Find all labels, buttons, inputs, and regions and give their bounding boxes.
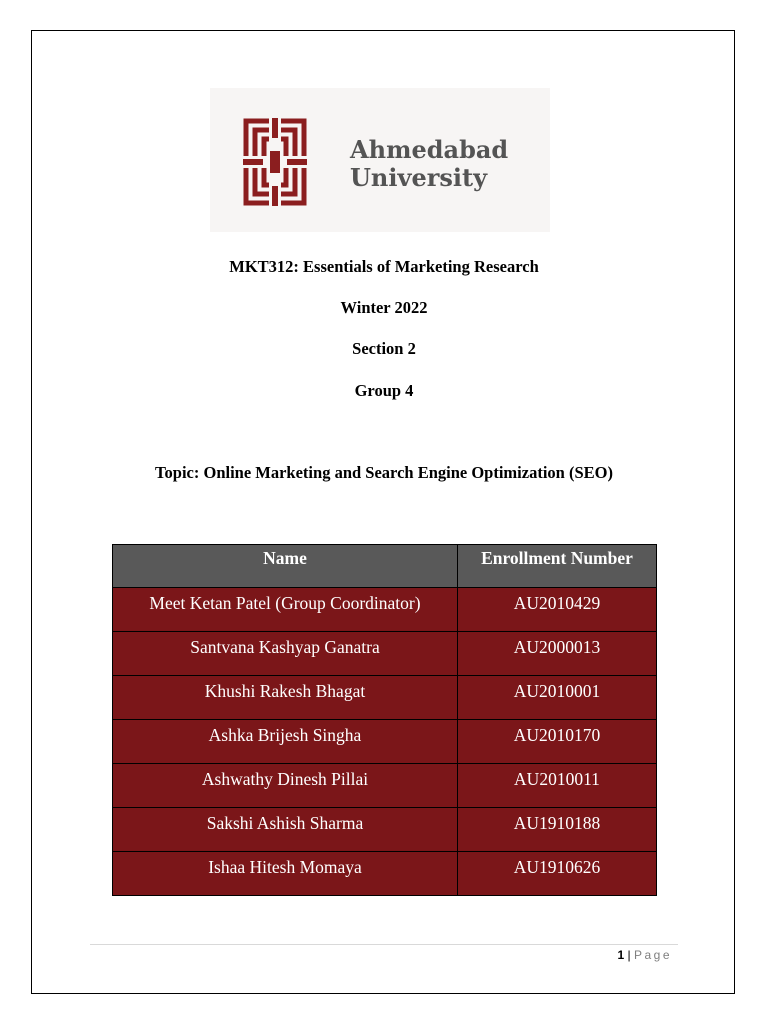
table-row: [113, 720, 657, 764]
table-row: [113, 588, 657, 632]
member-enrollment: AU2010170: [458, 720, 657, 764]
member-name: Meet Ketan Patel (Group Coordinator): [113, 588, 458, 632]
member-enrollment: AU2000013: [458, 632, 657, 676]
university-name: [350, 136, 508, 192]
group-label: Group 4: [354, 381, 414, 400]
course-title: MKT312: Essentials of Marketing Research: [229, 257, 539, 276]
member-name: Ashwathy Dinesh Pillai: [113, 764, 458, 808]
table-row: [113, 676, 657, 720]
logo-line1: Ahmedabad: [350, 135, 509, 164]
table-row: [113, 808, 657, 852]
logo-line2: University: [350, 163, 488, 192]
page-separator: |: [627, 948, 631, 962]
term-label: Winter 2022: [340, 298, 428, 317]
member-name: Ishaa Hitesh Momaya: [113, 852, 458, 896]
member-name: Santvana Kashyap Ganatra: [113, 632, 458, 676]
member-enrollment: AU2010011: [458, 764, 657, 808]
topic-text: Online Marketing and Search Engine Optimization (SEO): [203, 463, 613, 482]
member-name: Khushi Rakesh Bhagat: [113, 676, 458, 720]
table-row: [113, 632, 657, 676]
name-column-header: Name: [113, 545, 458, 588]
table-row: [113, 852, 657, 896]
university-logo: [210, 88, 550, 232]
table-row: [113, 764, 657, 808]
table-header-row: [113, 545, 657, 588]
page-label: Page: [633, 948, 672, 962]
page-footer: [617, 948, 672, 962]
member-enrollment: AU1910626: [458, 852, 657, 896]
member-name: Sakshi Ashish Sharma: [113, 808, 458, 852]
topic-line: [0, 463, 768, 483]
ahmedabad-university-maze-logo-icon: [243, 118, 307, 206]
member-enrollment: AU1910188: [458, 808, 657, 852]
page-number: 1: [617, 948, 625, 962]
section-label: Section 2: [352, 339, 416, 358]
topic-label: Topic:: [155, 463, 200, 482]
members-table: [112, 544, 657, 896]
enrollment-column-header: Enrollment Number: [458, 545, 657, 588]
footer-divider: [90, 944, 678, 945]
member-enrollment: AU2010429: [458, 588, 657, 632]
member-enrollment: AU2010001: [458, 676, 657, 720]
member-name: Ashka Brijesh Singha: [113, 720, 458, 764]
